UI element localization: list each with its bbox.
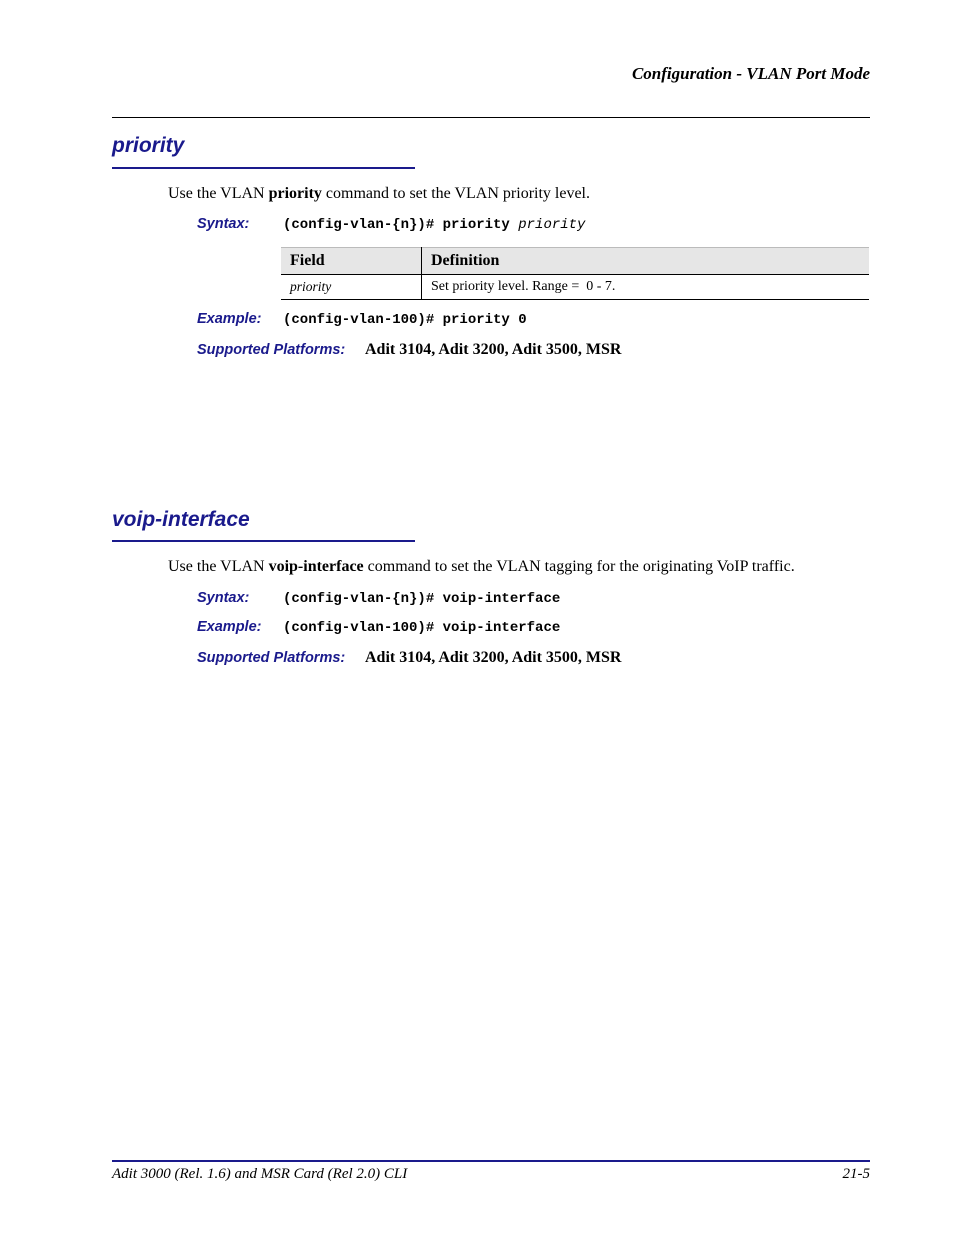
field-definition-table (281, 247, 869, 300)
syntax-argument: priority (518, 217, 586, 233)
table-cell-field: priority (281, 275, 422, 300)
table-cell-definition: Set priority level. Range = 0 - 7. (422, 275, 870, 300)
column-header-definition: Definition (422, 248, 870, 275)
example-command: (config-vlan-100)# priority 0 (283, 312, 527, 328)
syntax-command-text: (config-vlan-{n})# priority (283, 217, 519, 233)
section-rule-voip-interface (112, 540, 415, 542)
table-row (281, 275, 869, 300)
section-rule-priority (112, 167, 415, 169)
syntax-label: Syntax: (197, 216, 250, 232)
intro-text: command to set the VLAN priority level. (321, 185, 590, 202)
platforms-list: Adit 3104, Adit 3200, Adit 3500, MSR (365, 649, 622, 666)
intro-text: command to set the VLAN tagging for the originating VoIP traffic. (363, 558, 795, 575)
running-header: Configuration - VLAN Port Mode (631, 64, 870, 83)
priority-intro (168, 185, 590, 203)
intro-command: voip-interface (268, 558, 364, 575)
section-title-priority: priority (112, 134, 185, 157)
column-header-field: Field (281, 248, 422, 275)
table-header-row (281, 248, 869, 275)
page-number: 21-5 (842, 1166, 870, 1182)
header-rule (112, 117, 870, 118)
example-command: (config-vlan-100)# voip-interface (283, 620, 561, 636)
intro-text: Use the VLAN (168, 185, 269, 202)
example-label: Example: (197, 619, 262, 635)
footer-rule (112, 1160, 870, 1162)
intro-text: Use the VLAN (168, 558, 269, 575)
footer-title: Adit 3000 (Rel. 1.6) and MSR Card (Rel 2.0) CLI (112, 1166, 408, 1182)
syntax-command (283, 217, 585, 233)
intro-command: priority (268, 185, 322, 202)
voip-interface-intro (168, 558, 795, 576)
syntax-label: Syntax: (197, 590, 250, 606)
platforms-label: Supported Platforms: (197, 342, 346, 358)
example-label: Example: (197, 311, 262, 327)
syntax-command: (config-vlan-{n})# voip-interface (283, 591, 561, 607)
platforms-list: Adit 3104, Adit 3200, Adit 3500, MSR (365, 341, 622, 358)
platforms-label: Supported Platforms: (197, 650, 346, 666)
section-title-voip-interface: voip-interface (112, 508, 250, 531)
